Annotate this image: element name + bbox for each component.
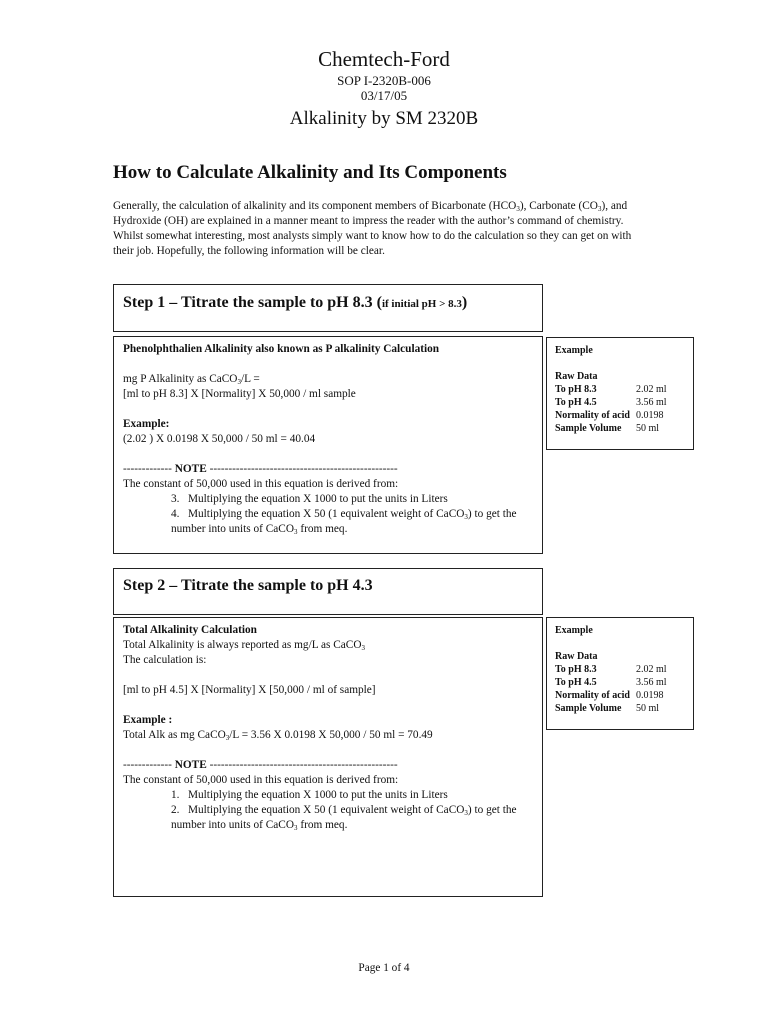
step1-formula: [ml to pH 8.3] X [Normality] X 50,000 / ml sample: [123, 388, 356, 400]
step2-title: Step 2 – Titrate the sample to pH 4.3: [123, 577, 373, 594]
raw-data-table: [555, 663, 667, 715]
raw-data-label: Raw Data: [555, 371, 598, 382]
step1-title: Step 1 – Titrate the sample to pH 8.3 (if initial pH > 8.3): [123, 294, 468, 311]
main-heading: How to Calculate Alkalinity and Its Components: [113, 162, 507, 183]
list-item: 3. Multiplying the equation X 1000 to put the units in Liters: [171, 493, 448, 505]
example-box-1: [546, 337, 694, 450]
list-item: 2. Multiplying the equation X 50 (1 equivalent weight of CaCO$_3$) to get the number into units of CaCO$_3$ from meq.: [171, 804, 517, 832]
page-number: Page 1 of 4: [358, 962, 410, 974]
step1-title-box: [113, 284, 543, 332]
step1-note-text: The constant of 50,000 used in this equation is derived from:: [123, 478, 399, 490]
step2-title-box: [113, 568, 543, 615]
step2-example-label: Example :: [123, 714, 173, 726]
table-row: Normality of acid 0.0198: [555, 410, 664, 421]
step1-calc-title: Phenolphthalien Alkalinity also known as P alkalinity Calculation: [123, 343, 440, 355]
intro-paragraph: Generally, the calculation of alkalinity and its component members of Bicarbonate $(HCO_3)$, Carbonate $(CO_3)$, and Hydroxide (OH) are explained in a manner meant to impress the reader with the author’s command of chemistry. Whilst somewhat interesting, most analysts simply want to know how to do the calculation so they can get on with their job. Hopefully, the following information will be clear.: [113, 200, 632, 257]
example-box-2: [546, 617, 694, 730]
example-title: Example: [555, 625, 593, 636]
step2-line-1: Total Alkalinity is always reported as mg/L as CaCO$_3$: [123, 639, 365, 652]
step2-calculation-panel: [113, 617, 543, 897]
step1-calculation-panel: [113, 336, 543, 554]
step1-example-label: Example:: [123, 418, 170, 430]
table-row: Sample Volume 50 ml: [555, 423, 660, 434]
list-item: 1. Multiplying the equation X 1000 to put the units in Liters: [171, 789, 448, 801]
table-row: To pH 4.5 3.56 ml: [555, 397, 667, 408]
company-name: Chemtech-Ford: [318, 47, 450, 71]
method-title: Alkalinity by SM 2320B: [289, 108, 479, 129]
sop-number: SOP I-2320B-006: [337, 73, 431, 88]
sop-block: [0, 73, 768, 103]
step2-calc-title: Total Alkalinity Calculation: [123, 624, 257, 636]
table-row: To pH 8.3 2.02 ml: [555, 664, 667, 675]
step2-note-text: The constant of 50,000 used in this equation is derived from:: [123, 774, 399, 786]
table-row: Sample Volume 50 ml: [555, 703, 660, 714]
step2-line-2: The calculation is:: [123, 654, 207, 666]
raw-data-table: [555, 383, 667, 435]
step2-example-calc: Total Alk as mg CaCO$_3$/L = 3.56 X 0.0198 X 50,000 / 50 ml = 70.49: [123, 729, 433, 742]
sop-date: 03/17/05: [360, 88, 408, 103]
raw-data-label: Raw Data: [555, 651, 598, 662]
step1-example-calc: (2.02 ) X 0.0198 X 50,000 / 50 ml = 40.04: [123, 433, 316, 445]
table-row: To pH 8.3 2.02 ml: [555, 384, 667, 395]
step2-note-divider: ------------- NOTE --------------------------------------------------: [123, 759, 398, 771]
step2-formula: [ml to pH 4.5] X [Normality] X [50,000 / ml of sample]: [123, 684, 376, 696]
example-title: Example: [555, 345, 593, 356]
list-item: 4. Multiplying the equation X 50 (1 equivalent weight of CaCO$_3$) to get the number into units of CaCO$_3$ from meq.: [171, 508, 517, 536]
step1-note-divider: ------------- NOTE --------------------------------------------------: [123, 463, 398, 475]
table-row: To pH 4.5 3.56 ml: [555, 677, 667, 688]
step1-formula-label: mg P Alkalinity as CaCO$_3$/L =: [123, 373, 260, 386]
table-row: Normality of acid 0.0198: [555, 690, 664, 701]
